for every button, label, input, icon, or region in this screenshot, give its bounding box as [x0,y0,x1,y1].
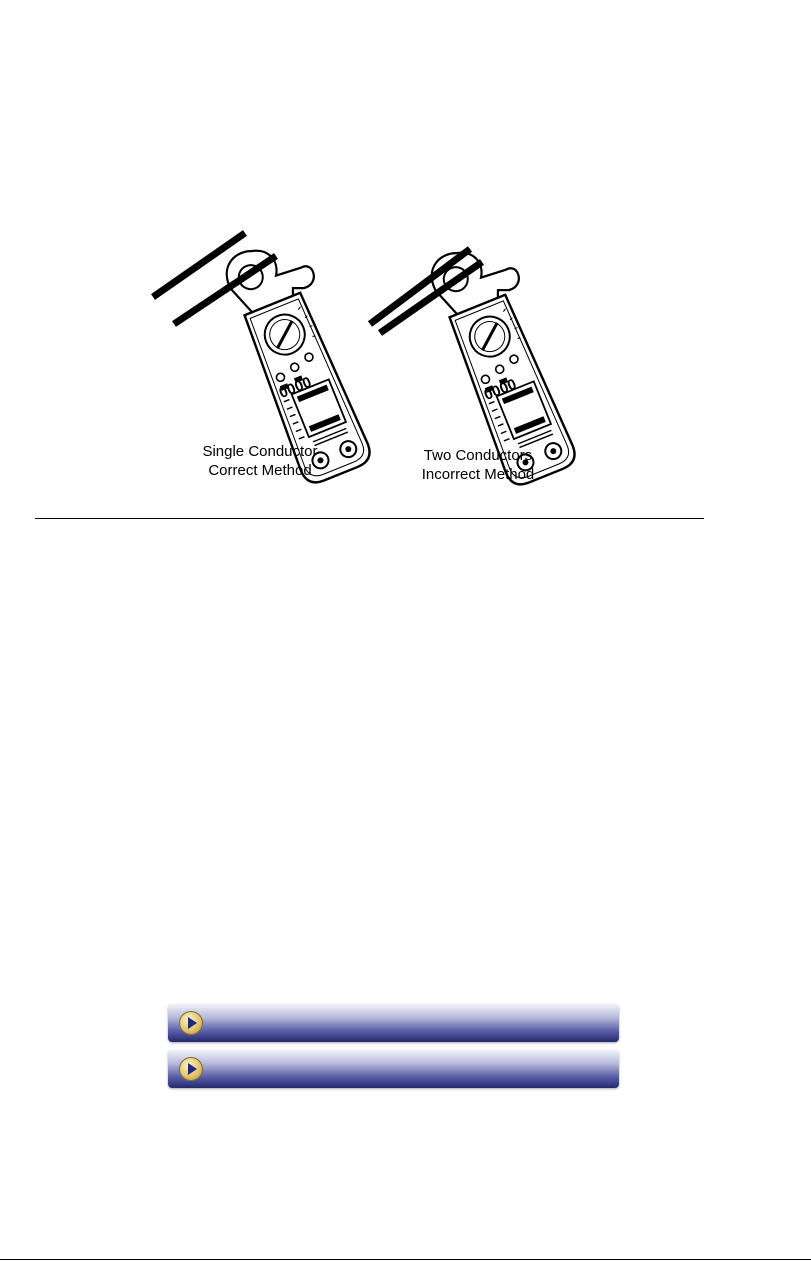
nav-button-second[interactable] [168,1050,619,1088]
caption-line: Single Conductor [202,443,318,460]
lcd-digits-left: 0000 [276,373,314,402]
play-icon [179,1057,203,1081]
lcd-digits-right: 0000 [481,375,519,404]
nav-button-first[interactable] [168,1004,619,1042]
caption-line: Two Conductors [423,447,533,464]
caption-line: Incorrect Method [421,466,535,483]
caption-two-conductors [388,446,568,484]
footer-rule [0,1259,811,1260]
section-divider [35,518,704,519]
play-icon [179,1011,203,1035]
caption-line: Correct Method [208,462,312,479]
clamp-meter-illustration [0,0,811,520]
caption-single-conductor [170,442,350,480]
